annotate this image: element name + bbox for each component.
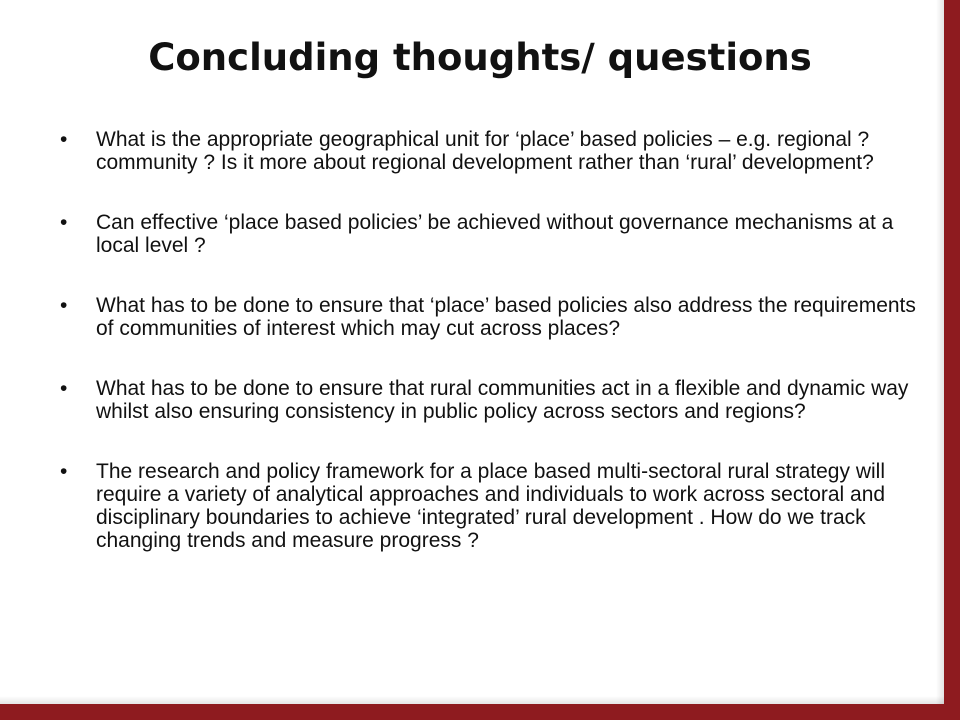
bullet-text: Can effective ‘place based policies’ be achieved without governance mechanisms at a local level ? bbox=[96, 211, 894, 257]
bullet-point-icon: • bbox=[60, 460, 68, 483]
bullet-item bbox=[60, 460, 916, 552]
bullet-item bbox=[60, 377, 916, 423]
bullet-list bbox=[60, 128, 916, 552]
bullet-point-icon: • bbox=[60, 377, 68, 400]
frame-shadow-bottom bbox=[0, 696, 944, 704]
bullet-point-icon: • bbox=[60, 294, 68, 317]
slide-frame-right bbox=[944, 0, 960, 720]
bullet-text: What is the appropriate geographical unit for ‘place’ based policies – e.g. regional ? community ? Is it more about regional development rather than ‘rural’ development? bbox=[96, 128, 874, 174]
bullet-text: What has to be done to ensure that rural communities act in a flexible and dynamic way whilst also ensuring consistency in public policy across sectors and regions? bbox=[96, 377, 909, 423]
frame-shadow-right bbox=[936, 0, 944, 704]
bullet-point-icon: • bbox=[60, 128, 68, 151]
bullet-text: What has to be done to ensure that ‘place’ based policies also address the requirements of communities of interest which may cut across places? bbox=[96, 294, 916, 340]
slide-frame-bottom bbox=[0, 704, 960, 720]
slide-title: Concluding thoughts/ questions bbox=[148, 36, 812, 79]
bullet-item bbox=[60, 211, 916, 257]
bullet-point-icon: • bbox=[60, 211, 68, 234]
bullet-text: The research and policy framework for a place based multi-sectoral rural strategy will require a variety of analytical approaches and individuals to work across sectoral and disciplinary boundaries to achieve ‘integrated’ rural development . How do we track changing trends and measure progress ? bbox=[96, 460, 886, 552]
bullet-item bbox=[60, 294, 916, 340]
bullet-item bbox=[60, 128, 916, 174]
